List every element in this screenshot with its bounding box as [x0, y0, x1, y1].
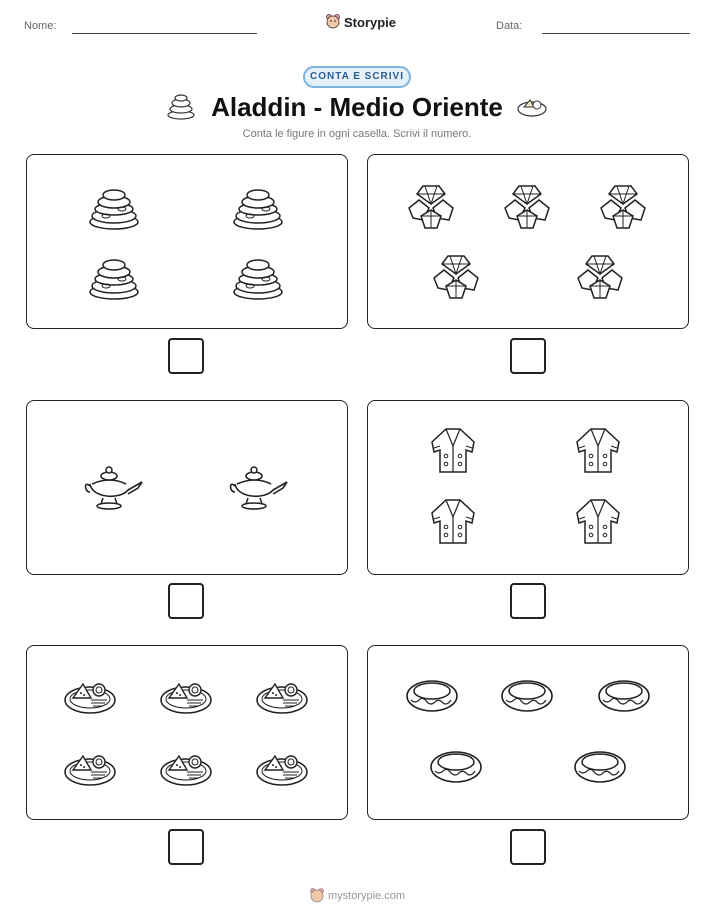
count-card-bracelets: [367, 645, 689, 820]
magic-lamp-icon: [80, 462, 146, 512]
robe-icon: [428, 497, 478, 547]
answer-box-lamps[interactable]: [168, 583, 204, 619]
coin-pile-icon: [88, 186, 140, 230]
food-plate-icon: [63, 676, 117, 716]
activity-badge: CONTA E SCRIVI: [303, 66, 411, 88]
gem-cluster-icon: [430, 252, 482, 302]
robe-icon: [573, 426, 623, 476]
count-card-lamps: [26, 400, 348, 575]
answer-box-robes[interactable]: [510, 583, 546, 619]
magic-lamp-icon: [225, 462, 291, 512]
bracelet-icon: [500, 678, 554, 714]
answer-box-gems[interactable]: [510, 338, 546, 374]
bracelet-icon: [405, 678, 459, 714]
count-card-gems: [367, 154, 689, 329]
brand-name: Storypie: [344, 14, 397, 30]
food-plate-icon: [63, 748, 117, 788]
gem-cluster-icon: [501, 182, 553, 232]
count-card-plates: [26, 645, 348, 820]
coin-pile-icon: [232, 256, 284, 300]
robe-icon: [428, 426, 478, 476]
food-plate-icon: [516, 94, 548, 118]
bracelet-icon: [429, 749, 483, 785]
bracelet-icon: [573, 749, 627, 785]
gem-cluster-icon: [405, 182, 457, 232]
answer-box-bracelets[interactable]: [510, 829, 546, 865]
answer-box-coins[interactable]: [168, 338, 204, 374]
bracelet-icon: [597, 678, 651, 714]
coin-pile-icon: [88, 256, 140, 300]
count-card-robes: [367, 400, 689, 575]
name-line[interactable]: [72, 33, 257, 34]
robe-icon: [573, 497, 623, 547]
date-label: Data:: [496, 20, 523, 32]
name-label: Nome:: [24, 20, 57, 32]
brand-logo: [326, 14, 396, 30]
food-plate-icon: [255, 676, 309, 716]
food-plate-icon: [159, 676, 213, 716]
food-plate-icon: [159, 748, 213, 788]
footer: [310, 888, 405, 904]
food-plate-icon: [255, 748, 309, 788]
gem-cluster-icon: [597, 182, 649, 232]
gem-cluster-icon: [574, 252, 626, 302]
answer-box-plates[interactable]: [168, 829, 204, 865]
count-card-coins: [26, 154, 348, 329]
coin-pile-icon: [232, 186, 284, 230]
page-title: Aladdin - Medio Oriente: [211, 92, 503, 122]
date-line[interactable]: [542, 33, 690, 34]
footer-url[interactable]: mystorypie.com: [328, 890, 406, 902]
instructions: Conta le figure in ogni casella. Scrivi il numero.: [242, 128, 472, 140]
bear-icon: [326, 14, 340, 30]
bear-icon: [310, 888, 324, 904]
